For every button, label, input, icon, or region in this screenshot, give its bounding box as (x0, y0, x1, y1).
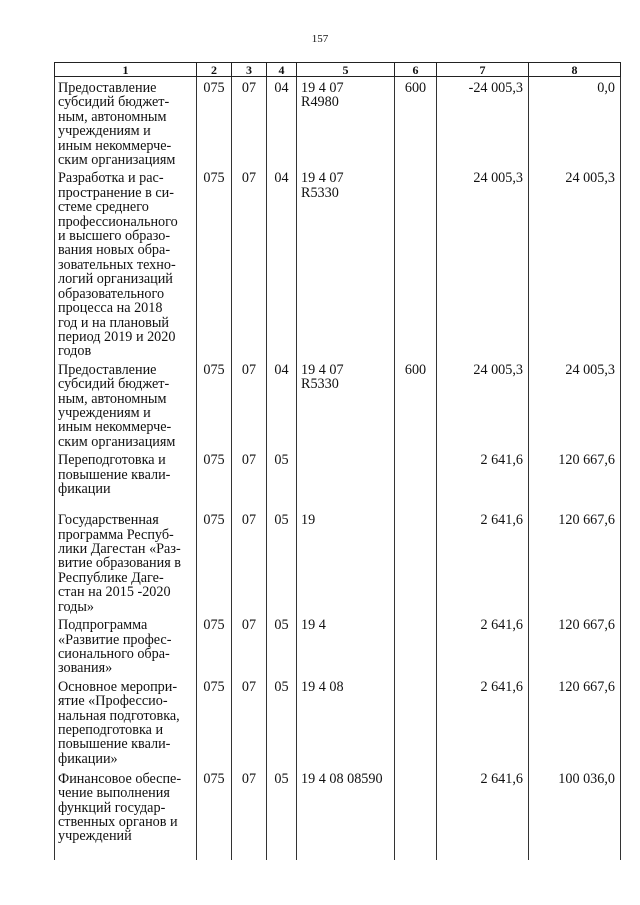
amount-total-value: 120 667,6 (558, 617, 615, 634)
item-name-line: нальная подготовка, (58, 707, 180, 724)
expense-type-code (395, 167, 437, 358)
ministry-code-value: 075 (203, 770, 225, 787)
column-number-row (55, 63, 621, 77)
target-article-line: 19 4 07 (301, 361, 344, 378)
page-number: 157 (311, 33, 329, 45)
amount-total-value: 0,0 (597, 80, 615, 96)
item-name-line: повышение квали- (58, 736, 171, 753)
section-code-value: 07 (241, 770, 257, 787)
target-article-line: R5330 (301, 184, 339, 201)
ministry-code (197, 509, 232, 614)
amount-change-value: 24 005,3 (473, 170, 523, 187)
section-code-value: 07 (241, 512, 257, 529)
table-row (55, 77, 621, 168)
target-article-line: 19 4 07 (301, 170, 344, 187)
subsection-code-value: 04 (274, 80, 289, 96)
subsection-code (267, 676, 297, 768)
item-name (55, 768, 197, 860)
amount-total-value: 24 005,3 (565, 170, 615, 187)
item-name-line: профессионального (58, 213, 178, 230)
target-article-code (297, 167, 395, 358)
item-name (55, 359, 197, 449)
table-row (55, 449, 621, 509)
item-name (55, 509, 197, 614)
target-article-code (297, 676, 395, 768)
amount-change-value: 2 641,6 (480, 512, 523, 529)
ministry-code-value: 075 (203, 512, 225, 529)
expense-type-code (395, 768, 437, 860)
ministry-code-value: 075 (203, 80, 225, 96)
item-name-line: субсидий бюджет- (58, 376, 170, 393)
column-number: 4 (267, 63, 297, 77)
table-row (55, 167, 621, 358)
section-code (232, 768, 267, 860)
expense-type-value: 600 (404, 80, 427, 96)
item-name-line: функций государ- (58, 799, 166, 816)
section-code (232, 676, 267, 768)
amount-change (437, 768, 529, 860)
target-article-code (297, 614, 395, 676)
item-name-line: ятие «Профессио- (58, 693, 168, 710)
amount-change-value: 2 641,6 (480, 678, 523, 695)
ministry-code (197, 768, 232, 860)
amount-change (437, 676, 529, 768)
target-article-code (297, 77, 395, 168)
target-article-line: 19 4 08 08590 (301, 770, 383, 787)
subsection-code (267, 509, 297, 614)
section-code (232, 167, 267, 358)
subsection-code (267, 449, 297, 509)
item-name-line: годов (58, 343, 92, 360)
subsection-code (267, 614, 297, 676)
subsection-code-value: 05 (274, 617, 289, 634)
amount-total (529, 77, 621, 168)
item-name-line: Предоставление (58, 80, 157, 96)
column-number: 8 (529, 63, 621, 77)
ministry-code (197, 676, 232, 768)
ministry-code-value: 075 (203, 170, 225, 187)
item-name-line: Основное меропри- (58, 678, 178, 695)
expense-type-code (395, 77, 437, 168)
table-row (55, 509, 621, 614)
target-article-line: 19 4 08 (301, 678, 344, 695)
item-name-line: стан на 2015 -2020 (58, 584, 171, 601)
item-name-line: логий организаций (58, 271, 173, 288)
table-row (55, 359, 621, 449)
subsection-code-value: 04 (274, 361, 289, 378)
subsection-code-value: 05 (274, 678, 289, 695)
item-name-line: лики Дагестан «Раз- (58, 540, 181, 557)
ministry-code (197, 614, 232, 676)
amount-change (437, 614, 529, 676)
ministry-code (197, 359, 232, 449)
section-code-value: 07 (241, 452, 257, 469)
item-name-line: фикации (58, 480, 111, 497)
target-article-line: 19 (301, 512, 316, 529)
ministry-code (197, 449, 232, 509)
target-article-code (297, 449, 395, 509)
item-name-line: зовательных техно- (58, 256, 176, 273)
amount-change-value: -24 005,3 (468, 80, 523, 96)
target-article-code (297, 768, 395, 860)
budget-table (54, 62, 621, 860)
section-code (232, 449, 267, 509)
amount-total-value: 120 667,6 (558, 452, 615, 469)
column-number: 3 (232, 63, 267, 77)
expense-type-code (395, 359, 437, 449)
amount-total (529, 509, 621, 614)
item-name-line: ским организациям (58, 152, 176, 169)
subsection-code (267, 768, 297, 860)
section-code (232, 614, 267, 676)
amount-total-value: 120 667,6 (558, 512, 615, 529)
subsection-code (267, 77, 297, 168)
item-name-line: годы» (58, 598, 94, 615)
item-name (55, 614, 197, 676)
ministry-code-value: 075 (203, 617, 225, 634)
amount-change-value: 2 641,6 (480, 452, 523, 469)
item-name-line: образовательного (58, 285, 165, 302)
amount-change-value: 2 641,6 (480, 617, 523, 634)
item-name-line: и высшего образо- (58, 228, 171, 245)
item-name-line: ным, автономным (58, 108, 167, 125)
column-number: 1 (55, 63, 197, 77)
column-number: 6 (395, 63, 437, 77)
target-article-line: 19 4 (301, 617, 326, 634)
item-name-line: процесса на 2018 (58, 300, 163, 317)
item-name-line: Разработка и рас- (58, 170, 164, 187)
amount-total-value: 24 005,3 (565, 361, 615, 378)
item-name-line: сионального обра- (58, 645, 170, 662)
item-name-line: учреждений (58, 828, 132, 845)
target-article-line: 19 4 07 (301, 80, 344, 96)
expense-type-code (395, 509, 437, 614)
item-name-line: период 2019 и 2020 (58, 328, 176, 345)
target-article-code (297, 509, 395, 614)
section-code-value: 07 (241, 617, 257, 634)
item-name-line: повышение квали- (58, 466, 171, 483)
item-name-line: Подпрограмма (58, 617, 148, 634)
ministry-code-value: 075 (203, 361, 225, 378)
subsection-code-value: 05 (274, 770, 289, 787)
item-name-line: программа Респуб- (58, 526, 174, 543)
section-code-value: 07 (241, 678, 257, 695)
item-name-line: ским организациям (58, 433, 176, 450)
amount-total (529, 167, 621, 358)
item-name-line: Предоставление (58, 361, 157, 378)
amount-change (437, 449, 529, 509)
table-row (55, 676, 621, 768)
item-name-line: «Развитие профес- (58, 631, 172, 648)
item-name-line: учреждениям и (58, 404, 151, 421)
amount-change (437, 77, 529, 168)
section-code-value: 07 (241, 170, 257, 187)
ministry-code (197, 77, 232, 168)
item-name-line: иным некоммерче- (58, 419, 172, 436)
section-code (232, 77, 267, 168)
section-code (232, 509, 267, 614)
item-name-line: Финансовое обеспе- (58, 770, 182, 787)
item-name (55, 449, 197, 509)
amount-total (529, 768, 621, 860)
subsection-code (267, 359, 297, 449)
section-code-value: 07 (241, 80, 257, 96)
item-name-line: пространение в си- (58, 184, 174, 201)
table-row (55, 614, 621, 676)
section-code-value: 07 (241, 361, 257, 378)
item-name (55, 676, 197, 768)
subsection-code (267, 167, 297, 358)
target-article-code (297, 359, 395, 449)
column-number: 7 (437, 63, 529, 77)
item-name-line: Переподготовка и (58, 452, 166, 469)
item-name-line: год и на плановый (58, 314, 169, 331)
column-number: 5 (297, 63, 395, 77)
item-name-line: вания новых обра- (58, 242, 171, 259)
item-name-line: ным, автономным (58, 390, 167, 407)
table-row (55, 768, 621, 860)
item-name-line: субсидий бюджет- (58, 94, 170, 111)
item-name-line: чение выполнения (58, 785, 170, 802)
amount-change (437, 359, 529, 449)
item-name-line: Республике Даге- (58, 569, 164, 586)
amount-total (529, 359, 621, 449)
section-code (232, 359, 267, 449)
expense-type-code (395, 614, 437, 676)
ministry-code (197, 167, 232, 358)
item-name-line: фикации» (58, 750, 118, 767)
amount-total (529, 676, 621, 768)
amount-change-value: 2 641,6 (480, 770, 523, 787)
amount-total (529, 449, 621, 509)
expense-type-value: 600 (404, 361, 427, 378)
subsection-code-value: 05 (274, 512, 289, 529)
amount-change-value: 24 005,3 (473, 361, 523, 378)
ministry-code-value: 075 (203, 452, 225, 469)
item-name-line: Государственная (58, 512, 159, 529)
target-article-line: R5330 (301, 376, 339, 393)
subsection-code-value: 04 (274, 170, 289, 187)
ministry-code-value: 075 (203, 678, 225, 695)
amount-change (437, 167, 529, 358)
amount-total (529, 614, 621, 676)
item-name (55, 167, 197, 358)
item-name-line: витие образования в (58, 555, 182, 572)
item-name-line: стеме среднего (58, 199, 149, 216)
expense-type-code (395, 449, 437, 509)
subsection-code-value: 05 (274, 452, 289, 469)
item-name-line: учреждениям и (58, 123, 151, 140)
item-name-line: иным некоммерче- (58, 137, 172, 154)
item-name-line: зования» (58, 660, 113, 677)
item-name-line: ственных органов и (58, 814, 178, 830)
item-name (55, 77, 197, 168)
item-name-line: переподготовка и (58, 722, 164, 738)
amount-total-value: 120 667,6 (558, 678, 615, 695)
column-number: 2 (197, 63, 232, 77)
expense-type-code (395, 676, 437, 768)
amount-total-value: 100 036,0 (558, 770, 615, 787)
target-article-line: R4980 (301, 94, 339, 111)
amount-change (437, 509, 529, 614)
